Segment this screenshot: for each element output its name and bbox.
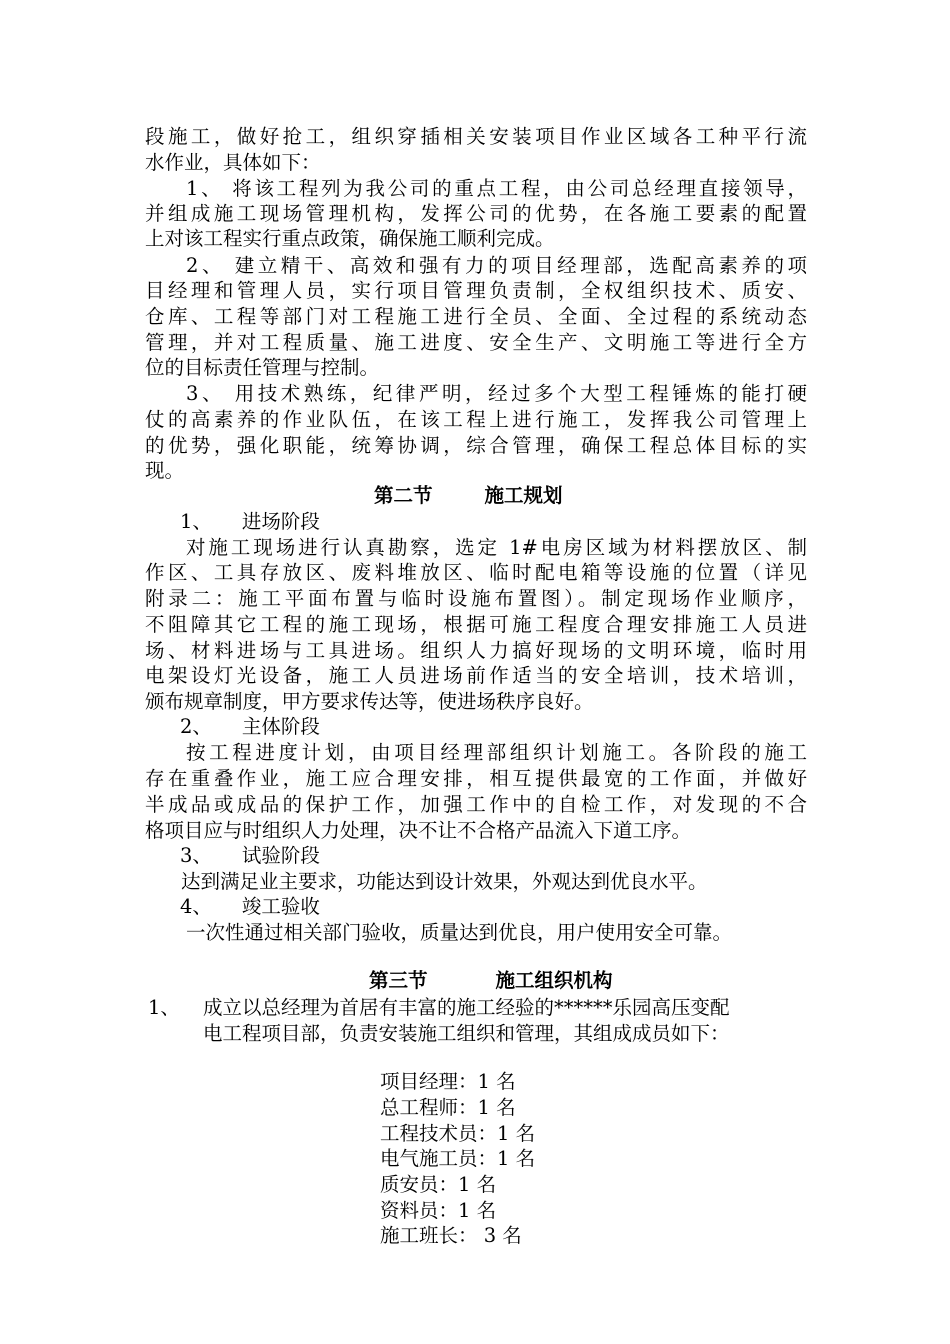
paragraph-line: 水作业，具体如下：: [145, 151, 321, 174]
section-heading: [374, 483, 563, 509]
staff-list-item: 施工班长： 3 名: [380, 1224, 522, 1247]
subsection-number: 2、: [180, 715, 212, 738]
staff-list-item: 工程技术员：1 名: [380, 1122, 536, 1145]
paragraph-line: 一次性通过相关部门验收，质量达到优良，用户使用安全可靠。: [186, 921, 733, 944]
numbered-item-line: 3、 用技术熟练，纪律严明，经过多个大型工程锤炼的能打硬: [186, 382, 807, 405]
paragraph-line: 不阻障其它工程的施工现场，根据可施工程度合理安排施工人员进: [145, 613, 807, 636]
paragraph-line: 存在重叠作业，施工应合理安排，相互提供最宽的工作面，并做好: [145, 767, 807, 790]
paragraph-line: 颁布规章制度，甲方要求传达等，使进场秩序良好。: [145, 690, 594, 713]
paragraph-line: 半成品或成品的保护工作，加强工作中的自检工作，对发现的不合: [145, 793, 807, 816]
staff-list-item: 资料员：1 名: [380, 1199, 497, 1222]
subsection-number: 3、: [180, 844, 212, 867]
numbered-item-number: 1、: [148, 996, 180, 1019]
paragraph-line: 仗的高素养的作业队伍，在该工程上进行施工，发挥我公司管理上: [145, 408, 807, 431]
paragraph-line: 成立以总经理为首居有丰富的施工经验的******乐园高压变配: [203, 996, 730, 1019]
section-number: 第三节: [369, 969, 428, 992]
paragraph-line: 现。: [145, 459, 185, 482]
paragraph-line: 达到满足业主要求，功能达到设计效果，外观达到优良水平。: [181, 870, 708, 893]
subsection-title: 进场阶段: [241, 510, 320, 533]
paragraph-line: 对施工现场进行认真勘察，选定 1#电房区域为材料摆放区、制: [186, 536, 807, 559]
paragraph-line: 格项目应与时组织人力处理，决不让不合格产品流入下道工序。: [145, 819, 692, 842]
paragraph-line: 段施工，做好抢工，组织穿插相关安装项目作业区域各工种平行流: [145, 125, 807, 148]
paragraph-line: 仓库、工程等部门对工程施工进行全员、全面、全过程的系统动态: [145, 305, 807, 328]
section-number: 第二节: [374, 484, 433, 507]
paragraph-line: 按工程进度计划，由项目经理部组织计划施工。各阶段的施工: [186, 741, 807, 764]
paragraph-line: 的优势，强化职能，统筹协调，综合管理，确保工程总体目标的实: [145, 434, 807, 457]
staff-list-item: 质安员：1 名: [380, 1173, 497, 1196]
subsection-heading: [180, 843, 320, 869]
paragraph-line: 作区、工具存放区、废料堆放区、临时配电箱等设施的位置（详见: [145, 561, 807, 584]
subsection-number: 1、: [180, 510, 212, 533]
subsection-heading: [180, 714, 320, 740]
section-title: 施工规划: [484, 484, 563, 507]
section-heading: [369, 968, 613, 994]
staff-list-item: 电气施工员：1 名: [380, 1147, 536, 1170]
paragraph-line: 管理，并对工程质量、施工进度、安全生产、文明施工等进行全方: [145, 331, 807, 354]
subsection-heading: [180, 509, 320, 535]
paragraph-line: 电架设灯光设备，施工人员进场前作适当的安全培训，技术培训，: [145, 664, 807, 687]
subsection-title: 主体阶段: [241, 715, 320, 738]
staff-list-item: 项目经理：1 名: [380, 1070, 516, 1093]
numbered-item-line: 1、 将该工程列为我公司的重点工程，由公司总经理直接领导，: [186, 177, 807, 200]
paragraph-line: 电工程项目部，负责安装施工组织和管理，其组成成员如下：: [203, 1022, 730, 1045]
staff-list-item: 总工程师：1 名: [380, 1096, 516, 1119]
paragraph-line: 附录二：施工平面布置与临时设施布置图）。制定现场作业顺序，: [145, 587, 807, 610]
subsection-heading: [180, 894, 320, 920]
subsection-number: 4、: [180, 895, 212, 918]
paragraph-line: 位的目标责任管理与控制。: [145, 356, 380, 379]
paragraph-line: 场、材料进场与工具进场。组织人力搞好现场的文明环境，临时用: [145, 639, 807, 662]
section-title: 施工组织机构: [495, 969, 613, 992]
subsection-title: 试验阶段: [241, 844, 320, 867]
numbered-item-line: 2、 建立精干、高效和强有力的项目经理部，选配高素养的项: [186, 254, 807, 277]
paragraph-line: 目经理和管理人员，实行项目管理负责制，全权组织技术、质安、: [145, 279, 807, 302]
paragraph-line: 并组成施工现场管理机构，发挥公司的优势，在各施工要素的配置: [145, 202, 807, 225]
subsection-title: 竣工验收: [241, 895, 320, 918]
paragraph-line: 上对该工程实行重点政策，确保施工顺利完成。: [145, 227, 555, 250]
